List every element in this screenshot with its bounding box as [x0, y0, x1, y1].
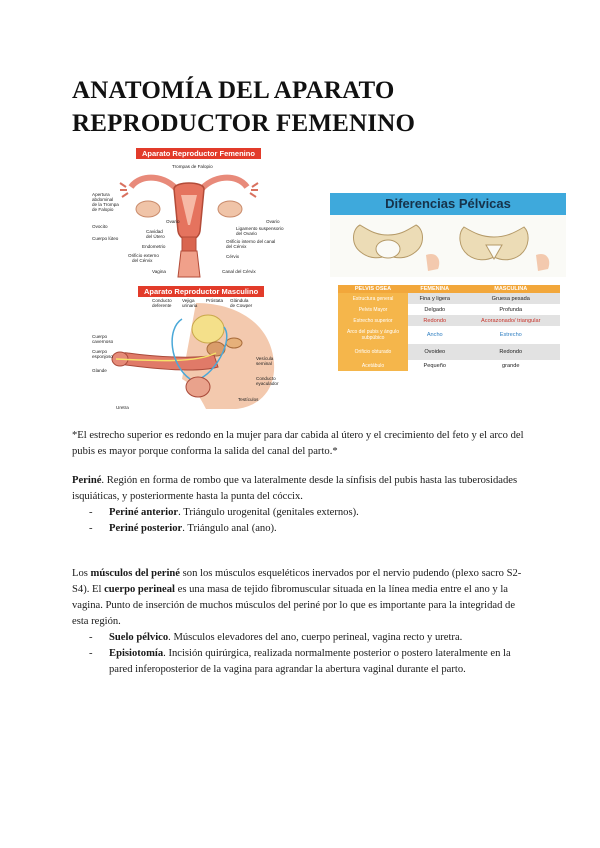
label-de-cowper: de Cowper — [230, 303, 253, 308]
pelvis-row-key: Estructura general — [338, 293, 408, 304]
perine-section — [72, 473, 530, 537]
musculos-section — [72, 566, 530, 678]
pelvis-col-bone: PELVIS OSEA — [338, 285, 408, 293]
suelo-pelvico-term: Suelo pélvico — [109, 632, 169, 643]
pelvis-row-key: Arco del pubis y ángulo subpúbico — [338, 326, 408, 344]
suelo-pelvico-text: . Músculos elevadores del ano, cuerpo perineal, vagina recto y uretra. — [168, 632, 463, 643]
label-ovario-left: Ovario — [166, 219, 180, 224]
label-cavernoso: cavernoso — [92, 339, 114, 344]
label-eyaculador: eyaculador — [256, 381, 279, 386]
label-abdominal: abdominal — [92, 197, 114, 202]
label-de-falopio: de Falopio — [92, 207, 114, 212]
pelvis-row-male: Redondo — [462, 344, 560, 360]
pelvis-row-female: Ancho — [426, 332, 443, 338]
pelvis-row-male: Gruesa pesada — [462, 293, 560, 304]
pelvis-row-male: grande — [502, 362, 520, 369]
pelvis-figure-header: Diferencias Pélvicas — [330, 193, 566, 215]
page-title — [72, 74, 542, 140]
title-line-2: REPRODUCTOR FEMENINO — [72, 110, 416, 137]
episiotomia-term: Episiotomía — [109, 648, 164, 659]
label-orificio-interno: Orificio interno del canal — [226, 239, 276, 244]
female-figure-banner: Aparato Reproductor Femenino — [136, 148, 261, 159]
pelvis-row-female: Ovoideo — [408, 344, 462, 360]
musculos-pre: Los — [72, 568, 91, 579]
pelvis-row-key: Acetábulo — [338, 360, 408, 371]
perine-list — [72, 505, 530, 537]
label-urinaria: urinaria — [182, 303, 198, 308]
pelvis-row-female: Delgado — [424, 306, 446, 313]
label-ovario-right: Ovario — [266, 219, 280, 224]
label-seminal: seminal — [256, 361, 272, 366]
label-endometrio: Endometrio — [142, 244, 166, 249]
perine-anterior-text: . Triángulo urogenital (genitales externos). — [178, 507, 359, 518]
label-prostata: Próstata — [206, 298, 224, 303]
label-glande: Glande — [92, 368, 107, 373]
male-figure-banner: Aparato Reproductor Masculino — [138, 286, 264, 297]
label-esponjoso: esponjoso — [92, 354, 113, 359]
table-row — [338, 360, 560, 371]
musculos-mid1: son los músculos esqueléticos inervados por el nervio pudendo (plexo sacro S2-S4). El — [72, 568, 522, 595]
perine-definition — [72, 473, 530, 505]
list-item: - Episiotomía. Incisión quirúrgica, realizada normalmente posterior o postero lateralmente en la pared inferoposterior de la vagina para agrandar la abertura vaginal durante el parto. — [89, 648, 511, 675]
label-cuerpo-esp: Cuerpo — [92, 349, 108, 354]
label-orificio-externo: Orificio externo — [128, 253, 159, 258]
pelvis-row-key: Orificio obturado — [338, 344, 408, 360]
pelvis-col-male: MASCULINA — [462, 285, 560, 293]
label-ovocito: Ovocito — [92, 224, 108, 229]
title-line-1: ANATOMÍA DEL APARATO — [72, 77, 395, 104]
label-cavidad: Cavidad — [146, 229, 163, 234]
pelvis-table-header-row — [338, 285, 560, 293]
label-glandula: Glándula — [230, 298, 249, 303]
label-conducto: Conducto — [152, 298, 172, 303]
label-del-utero: del Útero — [146, 234, 165, 239]
musculos-mid2: es una masa de tejido fibromuscular situada en la línea media entre el ano y la vagina. Punto de inserción de muchos músculos del periné por lo que es importante para la integridad de esta región. — [72, 584, 516, 627]
musculos-list — [72, 630, 530, 678]
pelvis-row-male: Profunda — [499, 306, 523, 313]
label-cervix: Cérvix — [226, 254, 240, 259]
label-apertura: Apertura — [92, 192, 110, 197]
pelvis-row-male: Acorazonado/ triangular — [462, 315, 560, 326]
table-row — [338, 326, 560, 344]
label-trompas: Trompas de Falopio — [172, 164, 213, 169]
perine-anterior-term: Periné anterior — [109, 507, 179, 518]
pelvis-figure — [330, 193, 566, 387]
perine-posterior-text: . Triángulo anal (ano). — [182, 523, 277, 534]
male-anatomy-figure — [86, 283, 292, 413]
table-row — [338, 315, 560, 326]
label-conducto-eyac: Conducto — [256, 376, 276, 381]
label-deferente: deferente — [152, 303, 172, 308]
label-del-cervix: del Cérvix — [132, 258, 153, 263]
list-item: - Periné posterior. Triángulo anal (ano). — [89, 523, 277, 534]
perine-posterior-term: Periné posterior — [109, 523, 183, 534]
list-item: - Suelo pélvico. Músculos elevadores del ano, cuerpo perineal, vagina recto y uretra. — [89, 632, 463, 643]
label-del-cervix-2: del Cérvix — [226, 244, 247, 249]
pelvis-row-female: Redondo — [408, 315, 462, 326]
label-vesicula: Vesícula — [256, 356, 274, 361]
table-row — [338, 304, 560, 315]
pelvis-col-female: FEMENINA — [408, 285, 462, 293]
label-testiculos: Testículos — [238, 397, 259, 402]
musculos-paragraph — [72, 566, 530, 630]
table-row — [338, 344, 560, 360]
table-row — [338, 293, 560, 304]
pelvis-row-male: Estrecho — [499, 332, 522, 338]
pelvis-table — [338, 285, 560, 371]
perine-text: . Región en forma de rombo que va lateralmente desde la sínfisis del pubis hasta las tuberosidades isquiáticas, y posteriormente hasta la punta del cóccix. — [72, 475, 518, 502]
perine-term: Periné — [72, 475, 102, 486]
label-vagina: Vagina — [152, 269, 166, 274]
pelvis-note: *El estrecho superior es redondo en la mujer para dar cabida al útero y el crecimiento del feto y el arco del pubis es mayor porque conforma la salida del canal del parto.* — [72, 430, 524, 457]
label-del-ovario: del Ovario — [236, 231, 257, 236]
pelvis-bones-drawing — [330, 215, 566, 277]
label-cuerpo-cav: Cuerpo — [92, 334, 108, 339]
pelvis-row-female: Fina y ligera — [408, 293, 462, 304]
label-de-la-trompa: de la Trompa — [92, 202, 119, 207]
label-cuerpo-luteo: Cuerpo lúteo — [92, 236, 119, 241]
pelvis-row-key: Estrecho superior — [338, 315, 408, 326]
pelvis-row-female: Pequeño — [423, 362, 446, 369]
musculos-term: músculos del periné — [90, 568, 181, 579]
label-ligamento: Ligamento suspensorio — [236, 226, 284, 231]
label-canal: Canal del Cérvix — [222, 269, 256, 274]
label-vejiga: Vejiga — [182, 298, 195, 303]
cuerpo-perineal-term: cuerpo perineal — [104, 584, 175, 595]
list-item: - Periné anterior. Triángulo urogenital (genitales externos). — [89, 507, 359, 518]
label-uretra: Uretra — [116, 405, 129, 410]
episiotomia-text: . Incisión quirúrgica, realizada normalmente posterior o postero lateralmente en la pared inferoposterior de la vagina para agrandar la abertura vaginal durante el parto. — [109, 648, 511, 675]
pelvis-row-key: Pelvis Mayor — [338, 304, 408, 315]
female-anatomy-figure — [86, 145, 292, 281]
